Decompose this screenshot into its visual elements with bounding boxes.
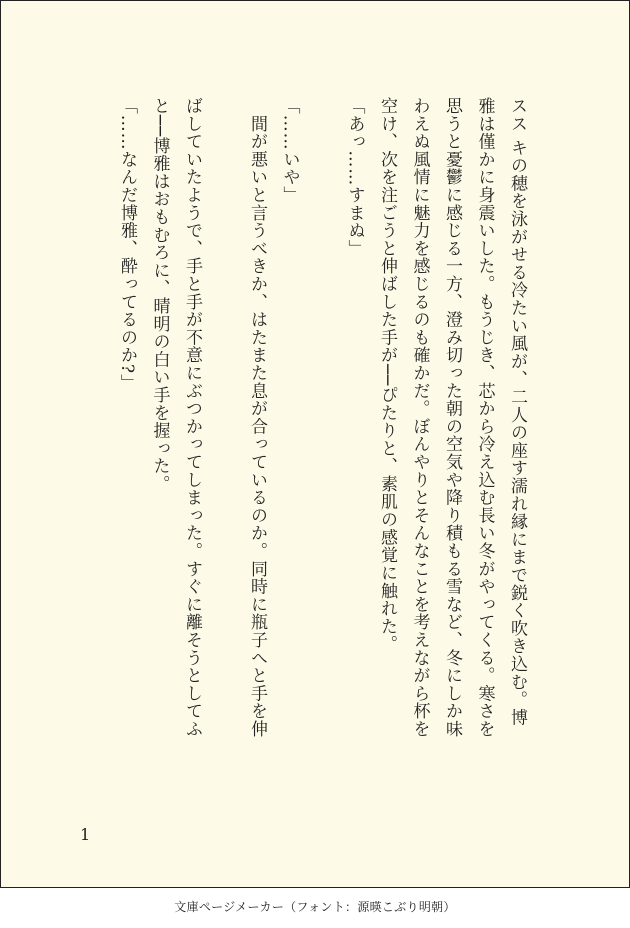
footer-caption: 文庫ページメーカー（フォント：源暎こぶり明朝） <box>174 900 456 914</box>
text-line: 間が悪いと言うべきか、はたまた息が合っているのか。同時に瓶子へと手を伸 <box>247 97 267 738</box>
dialogue-line: 「……なんだ博雅、酔ってるのか?」 <box>117 97 137 392</box>
dialogue-line: 「あっ……すまぬ」 <box>344 97 365 258</box>
text-line: ばしていたようで、手と手が不意にぶつかってしまった。すぐに離そうとしてふ <box>182 97 202 738</box>
text-line: スス キの穂を泳がせる冷たい風が、二人の座す濡れ縁にまで鋭く吹き込む。博 <box>507 97 527 727</box>
text-line: 空け、次を注ごうと伸ばした手が──ぴたりと、素肌の感覚に触れた。 <box>377 97 397 654</box>
dialogue-line: 「……いや」 <box>279 97 300 204</box>
page-number: 1 <box>80 825 91 844</box>
text-line: わえぬ風情に魅力を感じるのも確かだ。ぼんやりとそんなことを考えながら杯を <box>409 97 430 738</box>
vertical-text-body <box>78 97 533 857</box>
text-line: 雅は僅かに身震いした。もうじき、芯から冷え込む長い冬がやってくる。寒さを <box>474 97 495 738</box>
text-line: 思うと憂鬱に感じる一方、澄み切った朝の空気や降り積もる雪など、冬にしか味 <box>442 97 462 738</box>
text-line: と──博雅はおもむろに、晴明の白い手を握った。 <box>149 97 170 493</box>
